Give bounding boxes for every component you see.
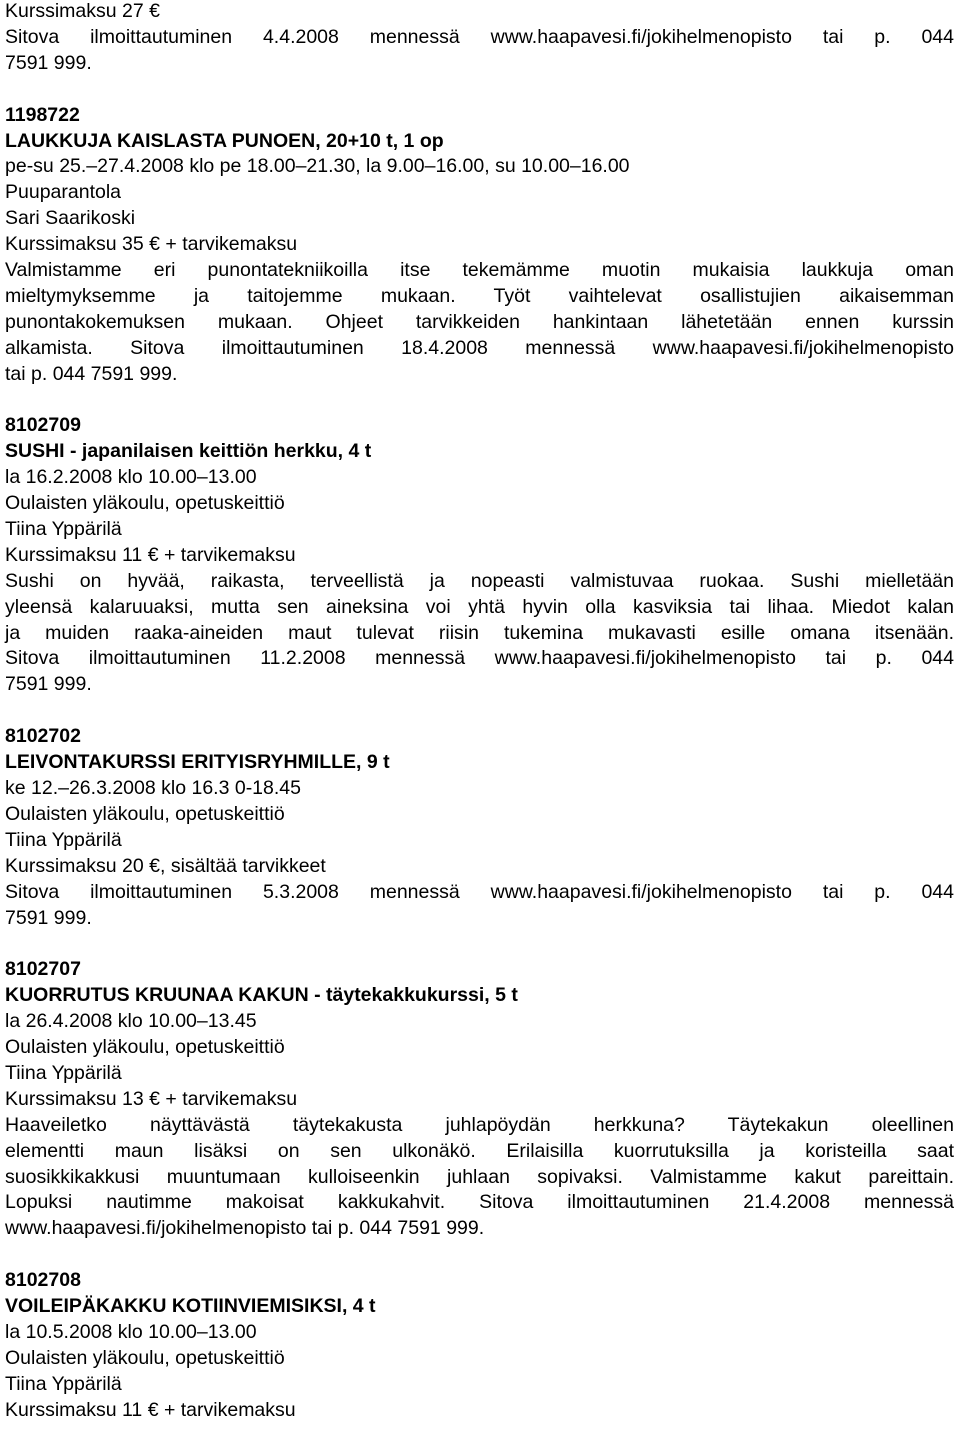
course-schedule: la 10.5.2008 klo 10.00–13.00 xyxy=(5,1320,257,1343)
course-description-line: elementti maun lisäksi on sen ulkonäkö. Erilaisilla kuorrutuksilla ja koristeilla saat xyxy=(5,1139,954,1162)
course-code: 8102708 xyxy=(5,1269,81,1292)
course-schedule: la 26.4.2008 klo 10.00–13.45 xyxy=(5,1010,257,1033)
course-description-line: alkamista. Sitova ilmoittautuminen 18.4.2008 mennessä www.haapavesi.fi/jokihelmenopisto xyxy=(5,336,954,359)
course-price: Kurssimaksu 11 € + tarvikemaksu xyxy=(5,543,296,566)
course-code: 8102702 xyxy=(5,725,81,748)
course-description-line: Valmistamme eri punontatekniikoilla itse tekemämme muotin mukaisia laukkuja oman xyxy=(5,259,954,282)
course-location: Puuparantola xyxy=(5,181,122,204)
spacer xyxy=(5,77,954,103)
course-entry xyxy=(5,957,954,1242)
course-teacher: Sari Saarikoski xyxy=(5,207,136,230)
course-schedule: pe-su 25.–27.4.2008 klo pe 18.00–21.30, la 9.00–16.00, su 10.00–16.00 xyxy=(5,155,630,178)
course-schedule: ke 12.–26.3.2008 klo 16.3 0-18.45 xyxy=(5,777,301,800)
course-description-line: Lopuksi nautimme makoisat kakkukahvit. Sitova ilmoittautuminen 21.4.2008 mennessä xyxy=(5,1191,954,1214)
course-price: Kurssimaksu 27 € xyxy=(5,0,160,22)
course-price: Kurssimaksu 20 €, sisältää tarvikkeet xyxy=(5,854,326,877)
course-teacher: Tiina Yppärilä xyxy=(5,1061,122,1084)
spacer xyxy=(5,1242,954,1268)
course-description-line: Sushi on hyvää, raikasta, terveellistä ja nopeasti valmistuvaa ruokaa. Sushi mielletään xyxy=(5,569,954,592)
course-title: VOILEIPÄKAKKU KOTIINVIEMISIKSI, 4 t xyxy=(5,1295,376,1318)
course-title: SUSHI - japanilaisen keittiön herkku, 4 t xyxy=(5,440,372,463)
course-description-line: mieltymyksemme ja taitojemme mukaan. Työt vaihtelevat osallistujien aikaisemman xyxy=(5,284,954,307)
course-entry xyxy=(5,1268,954,1423)
course-location: Oulaisten yläkoulu, opetuskeittiö xyxy=(5,492,285,515)
course-entry xyxy=(5,724,954,931)
course-entry xyxy=(5,413,954,698)
course-schedule: la 16.2.2008 klo 10.00–13.00 xyxy=(5,466,257,489)
course-description-line: punontakokemuksen mukaan. Ohjeet tarvikkeiden hankintaan lähetetään ennen kurssin xyxy=(5,310,954,333)
course-price: Kurssimaksu 11 € + tarvikemaksu xyxy=(5,1398,296,1421)
course-description-line: Sitova ilmoittautuminen 11.2.2008 mennessä www.haapavesi.fi/jokihelmenopisto tai p. 044 xyxy=(5,647,954,670)
course-title: LEIVONTAKURSSI ERITYISRYHMILLE, 9 t xyxy=(5,751,390,774)
course-price: Kurssimaksu 13 € + tarvikemaksu xyxy=(5,1087,298,1110)
course-description-line: suosikkikakkusi muuntumaan kulloiseenkin juhlaan sopivaksi. Valmistamme kakut pareittain. xyxy=(5,1165,954,1188)
course-description-line: www.haapavesi.fi/jokihelmenopisto tai p. 044 7591 999. xyxy=(5,1217,485,1240)
course-code: 8102709 xyxy=(5,414,81,437)
spacer xyxy=(5,387,954,413)
course-title: LAUKKUJA KAISLASTA PUNOEN, 20+10 t, 1 op xyxy=(5,129,444,152)
course-code: 8102707 xyxy=(5,958,81,981)
spacer xyxy=(5,931,954,957)
course-location: Oulaisten yläkoulu, opetuskeittiö xyxy=(5,1036,285,1059)
course-description-line: ja muiden raaka-aineiden maut tulevat riisin tukemina mukavasti esille omana itsenään. xyxy=(5,621,954,644)
course-price: Kurssimaksu 35 € + tarvikemaksu xyxy=(5,233,298,256)
course-registration: Sitova ilmoittautuminen 4.4.2008 mennessä www.haapavesi.fi/jokihelmenopisto tai p. 044 xyxy=(5,25,954,48)
course-location: Oulaisten yläkoulu, opetuskeittiö xyxy=(5,1346,285,1369)
course-description-line: yleensä kalaruuaksi, mutta sen aineksina voi yhtä hyvin olla kasviksia tai lihaa. Miedot kalan xyxy=(5,595,954,618)
course-continuation xyxy=(5,0,954,77)
course-teacher: Tiina Yppärilä xyxy=(5,1372,122,1395)
course-description-line: Haaveiletko näyttävästä täytekakusta juhlapöydän herkkuna? Täytekakun oleellinen xyxy=(5,1113,954,1136)
course-code: 1198722 xyxy=(5,103,80,126)
course-title: KUORRUTUS KRUUNAA KAKUN - täytekakkukurssi, 5 t xyxy=(5,984,518,1007)
course-description-line: Sitova ilmoittautuminen 5.3.2008 mennessä www.haapavesi.fi/jokihelmenopisto tai p. 044 xyxy=(5,880,954,903)
course-entry xyxy=(5,103,954,388)
course-description-line: 7591 999. xyxy=(5,673,92,696)
course-location: Oulaisten yläkoulu, opetuskeittiö xyxy=(5,802,285,825)
course-teacher: Tiina Yppärilä xyxy=(5,828,122,851)
course-registration: 7591 999. xyxy=(5,51,92,74)
course-description-line: 7591 999. xyxy=(5,906,92,929)
spacer xyxy=(5,698,954,724)
course-teacher: Tiina Yppärilä xyxy=(5,518,122,541)
course-description-line: tai p. 044 7591 999. xyxy=(5,362,178,385)
